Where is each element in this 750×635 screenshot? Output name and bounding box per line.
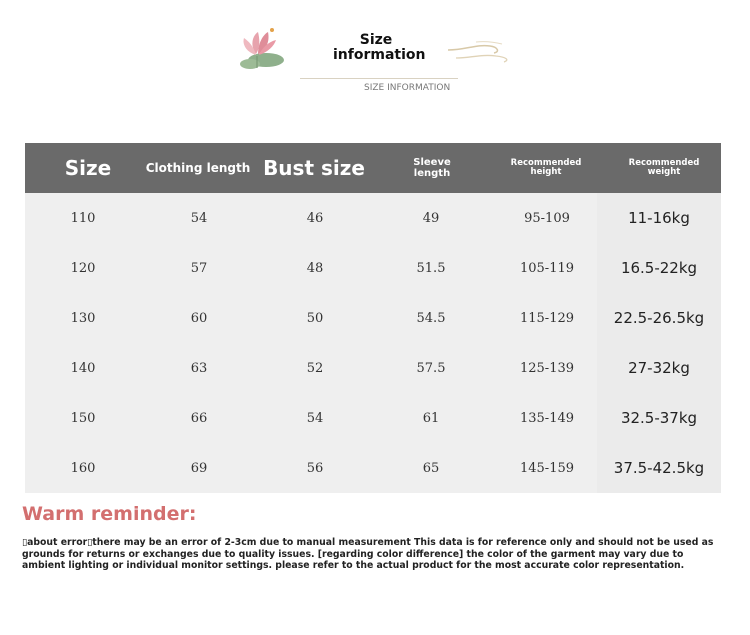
reminder-title: Warm reminder: [22, 503, 197, 525]
title-divider [300, 78, 458, 79]
cell-recommended-height: 95-109 [524, 210, 570, 226]
cell-size: 160 [70, 460, 96, 476]
lotus-icon [236, 24, 288, 72]
table-row [25, 443, 721, 493]
cell-clothing-length: 60 [190, 310, 208, 326]
table-row [25, 293, 721, 343]
table-header [25, 143, 721, 193]
cell-size: 110 [70, 210, 96, 226]
cell-recommended-weight: 27-32kg [597, 343, 721, 393]
cell-recommended-height: 105-119 [519, 260, 575, 276]
cell-clothing-length: 66 [190, 410, 208, 426]
cell-sleeve-length: 51.5 [416, 260, 446, 276]
column-header-size: Size [64, 156, 112, 180]
table-row [25, 343, 721, 393]
cell-bust-size: 56 [306, 460, 324, 476]
cell-bust-size: 48 [306, 260, 324, 276]
cell-recommended-height: 115-129 [519, 310, 575, 326]
column-header-sleeve-length: Sleeve length [413, 157, 451, 179]
cell-sleeve-length: 54.5 [416, 310, 446, 326]
cell-bust-size: 52 [306, 360, 324, 376]
cell-recommended-weight: 22.5-26.5kg [597, 293, 721, 343]
cell-sleeve-length: 49 [422, 210, 440, 226]
cell-size: 130 [70, 310, 96, 326]
cell-sleeve-length: 61 [422, 410, 440, 426]
table-row [25, 393, 721, 443]
cell-bust-size: 54 [306, 410, 324, 426]
column-header-clothing-length: Clothing length [145, 161, 251, 175]
reminder-text: ▯about error▯there may be an error of 2-3cm due to manual measurement This data is for reference only and should not be used as grounds for returns or exchanges due to quality issues. [regarding color difference] the color of the garment may vary due to ambient lighting or individual monitor settings. please refer to the actual product for the most accurate color representation. [22, 537, 714, 571]
column-header-bust-size: Bust size [263, 156, 365, 180]
size-table [25, 143, 721, 493]
table-row [25, 193, 721, 243]
cell-recommended-weight: 32.5-37kg [597, 393, 721, 443]
cell-size: 120 [70, 260, 96, 276]
cell-size: 150 [70, 410, 96, 426]
cell-clothing-length: 63 [190, 360, 208, 376]
cell-sleeve-length: 65 [422, 460, 440, 476]
cell-bust-size: 50 [306, 310, 324, 326]
cell-sleeve-length: 57.5 [416, 360, 446, 376]
cell-clothing-length: 54 [190, 210, 208, 226]
cell-recommended-weight: 16.5-22kg [597, 243, 721, 293]
cell-recommended-weight: 11-16kg [597, 193, 721, 243]
cell-recommended-weight: 37.5-42.5kg [597, 443, 721, 493]
cell-recommended-height: 145-159 [519, 460, 575, 476]
cell-recommended-height: 135-149 [519, 410, 575, 426]
swirl-decoration-icon [446, 40, 516, 66]
cell-bust-size: 46 [306, 210, 324, 226]
cell-clothing-length: 57 [190, 260, 208, 276]
column-header-recommended-weight: Recommended weight [628, 157, 700, 177]
cell-clothing-length: 69 [190, 460, 208, 476]
table-row [25, 243, 721, 293]
column-header-recommended-height: Recommended height [510, 157, 582, 177]
page-title: Size information [333, 32, 426, 63]
size-info-header [0, 0, 750, 110]
cell-size: 140 [70, 360, 96, 376]
page-subtitle: SIZE INFORMATION [364, 83, 451, 93]
cell-recommended-height: 125-139 [519, 360, 575, 376]
